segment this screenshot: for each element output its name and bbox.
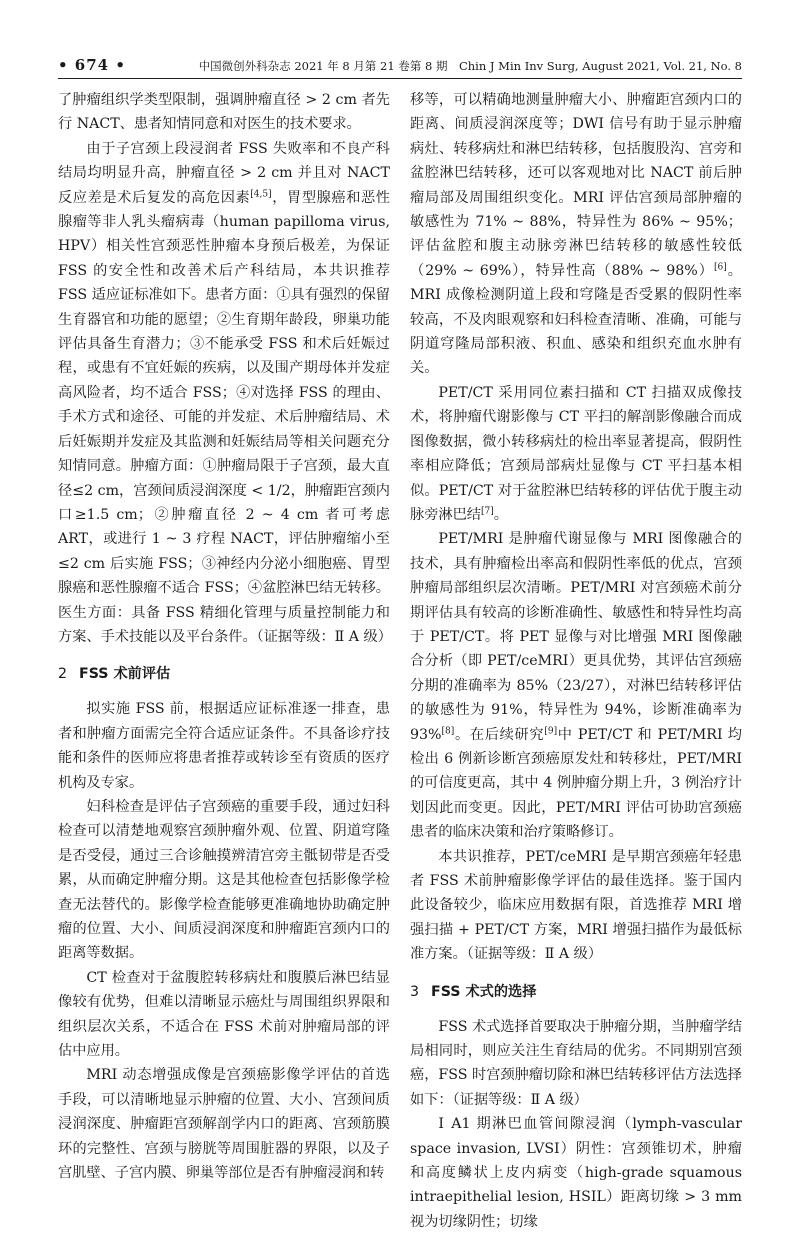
paragraph: 本共识推荐，PET/ceMRI 是早期宫颈癌年轻患者 FSS 术前肿瘤影像学评估的最佳选择。鉴于国内此设备较少，临床应用数据有限，首选推荐 MRI 增强扫描 + PET/CT 方案，MRI 增强扫描作为最低标准方案。（证据等级：Ⅱ A 级）: [410, 848, 742, 963]
page-number: • 674 •: [58, 56, 126, 74]
right-column: [410, 88, 742, 1230]
page-header: [58, 50, 742, 79]
paragraph: MRI 动态增强成像是宫颈癌影像学评估的首选手段，可以清晰地显示肿瘤的位置、大小、宫颈间质浸润深度、肿瘤距宫颈解剖学内口的距离、宫颈筋膜环的完整性、宫颈与膀胱等周围脏器的界限，以及子宫肌壁、子宫内膜、卵巢等部位是否有肿瘤浸润和转: [58, 1067, 390, 1182]
paragraph: Ⅰ A1 期淋巴血管间隙浸润（lymph-vascular space invasion, LVSI）阴性：宫颈锥切术，肿瘤和高度鳞状上皮内病变（high-grade squamous intraepithelial lesion, HSIL）距离切缘 > 3 mm 视为切缘阴性；切缘: [410, 1116, 742, 1230]
paragraph: PET/MRI 是肿瘤代谢显像与 MRI 图像融合的技术，具有肿瘤检出率高和假阴性率低的优点，宫颈肿瘤局部组织层次清晰。PET/MRI 对宫颈癌术前分期评估具有较高的诊断准确性、敏感性和特异性均高于 PET/CT。将 PET 显像与对比增强 MRI 图像融合分析（即 PET/ceMRI）更具优势，其评估宫颈癌分期的准确率为 85%（23/27），对淋巴结转移评估的敏感性为 91%，特异性为 94%，诊断准确率为 93%[8]。在后续研究[9]中 PET/CT 和 PET/MRI 均检出 6 例新诊断宫颈癌原发灶和转移灶，PET/MRI 的可信度更高，其中 4 例肿瘤分期上升，3 例治疗计划因此而变更。因此，PET/MRI 评估可协助宫颈癌患者的临床决策和治疗策略修订。: [410, 531, 742, 841]
paragraph: 妇科检查是评估子宫颈癌的重要手段，通过妇科检查可以清楚地观察宫颈肿瘤外观、位置、阴道穹隆是否受侵，通过三合诊触摸辨清宫旁主骶韧带是否受累，从而确定肿瘤分期。这是其他检查包括影像学检查无法替代的。影像学检查能够更准确地协助确定肿瘤的位置、大小、间质浸润深度和肿瘤距宫颈内口的距离等数据。: [58, 798, 390, 962]
section-heading: 2 FSS 术前评估: [58, 666, 171, 683]
left-column: [58, 88, 392, 1182]
paragraph: CT 检查对于盆腹腔转移病灶和腹膜后淋巴结显像较有优势，但难以清晰显示癌灶与周围组织界限和组织层次关系，不适合在 FSS 术前对肿瘤局部的评估中应用。: [58, 969, 390, 1060]
article-body: [58, 88, 742, 1230]
citation[interactable]: [6]: [714, 262, 727, 273]
section-heading: 3 FSS 术式的选择: [410, 983, 537, 1000]
citation[interactable]: [7]: [480, 506, 494, 517]
citation[interactable]: [4,5]: [250, 188, 272, 199]
paragraph: 由于子宫颈上段浸润者 FSS 失败率和不良产科结局均明显升高，肿瘤直径 > 2 cm 并且对 NACT 反应差是术后复发的高危因素[4,5]，胃型腺癌和恶性腺瘤等非人乳头瘤病毒（human papilloma virus, HPV）相关性宫颈恶性肿瘤本身预后极差，为保证 FSS 的安全性和改善术后产科结局，本共识推荐 FSS 适应证标准如下。患者方面：①具有强烈的保留生育器官和功能的愿望；②生育期年龄段，卵巢功能评估具备生育潜力；③不能承受 FSS 和术后妊娠过程，或患有不宜妊娠的疾病，以及围产期母体并发症高风险者，均不适合 FSS；④对选择 FSS 的理由、手术方式和途径、可能的并发症、术后肿瘤结局、术后妊娠期并发症及其监测和妊娠结局等相关问题充分知情同意。肿瘤方面：①肿瘤局限于子宫颈，最大直径≤2 cm，宫颈间质浸润深度 < 1/2，肿瘤距宫颈内口≥1.5 cm；②肿瘤直径 2 ~ 4 cm 者可考虑 ART，或进行 1 ~ 3 疗程 NACT，评估肿瘤缩小至≤2 cm 后实施 FSS；③神经内分泌小细胞癌、胃型腺癌和恶性腺瘤不适合 FSS；④盆腔淋巴结无转移。医生方面：具备 FSS 精细化管理与质量控制能力和方案、手术技能以及平台条件。（证据等级：Ⅱ A 级）: [58, 140, 392, 645]
citation[interactable]: [8]: [441, 725, 455, 736]
paragraph: FSS 术式选择首要取决于肿瘤分期，当肿瘤学结局相同时，则应关注生育结局的优劣。不同期别宫颈癌，FSS 时宫颈肿瘤切除和淋巴结转移评估方法选择如下：（证据等级：Ⅱ A 级）: [410, 1018, 742, 1108]
paragraph: 了肿瘤组织学类型限制，强调肿瘤直径 > 2 cm 者先行 NACT、患者知情同意和对医生的技术要求。: [58, 92, 390, 133]
paragraph: 拟实施 FSS 前，根据适应证标准逐一排查，患者和肿瘤方面需完全符合适应证条件。不具备诊疗技能和条件的医师应将患者推荐或转诊至有资质的医疗机构及专家。: [58, 701, 390, 791]
paragraph: PET/CT 采用同位素扫描和 CT 扫描双成像技术，将肿瘤代谢影像与 CT 平扫的解剖影像融合而成图像数据，微小转移病灶的检出率显著提高，假阴性率相应降低；宫颈局部病灶显像与 CT 平扫基本相似。PET/CT 对于盆腔淋巴结转移的评估优于腹主动脉旁淋巴结[7]。: [410, 384, 742, 523]
paragraph: 移等，可以精确地测量肿瘤大小、肿瘤距宫颈内口的距离、间质浸润深度等；DWI 信号有助于显示肿瘤病灶、转移病灶和淋巴结转移，包括腹股沟、宫旁和盆腔淋巴结转移，还可以客观地对比 NACT 前后肿瘤局部及周围组织变化。MRI 评估宫颈局部肿瘤的敏感性为 71% ~ 88%，特异性为 86% ~ 95%；评估盆腔和腹主动脉旁淋巴结转移的敏感性较低（29% ~ 69%），特异性高（88% ~ 98%）[6]。MRI 成像检测阴道上段和穹隆是否受累的假阴性率较高，不及肉眼观察和妇科检查清晰、准确，可能与阴道穹隆局部积液、积血、感染和组织充血水肿有关。: [410, 92, 742, 377]
citation[interactable]: [9]: [544, 725, 558, 736]
journal-running-head: 中国微创外科杂志 2021 年 8 月第 21 卷第 8 期 Chin J Min Inv Surg, August 2021, Vol. 21, No. 8: [198, 59, 742, 73]
